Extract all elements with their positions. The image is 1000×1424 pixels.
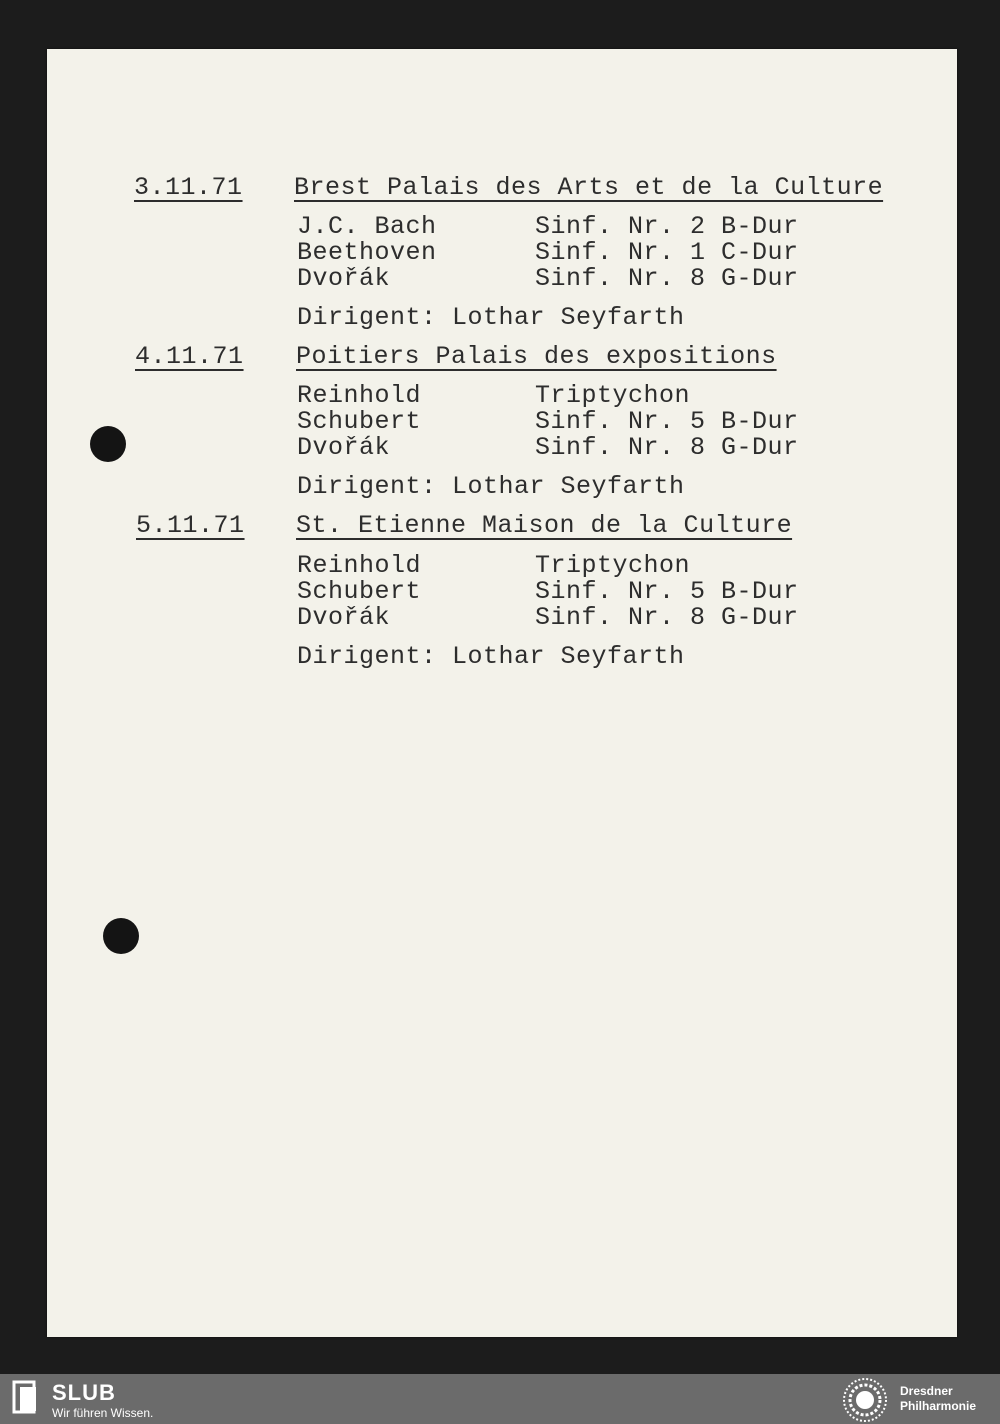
conductor-line: Dirigent: Lothar Seyfarth bbox=[297, 642, 685, 671]
punch-hole-lower bbox=[103, 918, 139, 954]
program-work: Triptychon bbox=[535, 381, 691, 410]
slub-name: SLUB bbox=[52, 1380, 116, 1405]
punch-hole-upper bbox=[90, 426, 126, 462]
program-composer: Beethoven bbox=[297, 238, 437, 267]
program-composer: Reinhold bbox=[297, 381, 422, 410]
program-composer: Dvořák bbox=[297, 264, 391, 293]
concert-date: 3.11.71 bbox=[134, 173, 243, 202]
conductor-line: Dirigent: Lothar Seyfarth bbox=[297, 472, 685, 501]
partner-name-line2: Philharmonie bbox=[900, 1399, 977, 1413]
program-work: Sinf. Nr. 5 B-Dur bbox=[535, 577, 799, 606]
concert-venue: Brest Palais des Arts et de la Culture bbox=[294, 173, 884, 202]
program-work: Sinf. Nr. 8 G-Dur bbox=[535, 433, 799, 462]
program-composer: Dvořák bbox=[297, 603, 391, 632]
program-composer: Schubert bbox=[297, 407, 422, 436]
program-composer: Reinhold bbox=[297, 551, 422, 580]
partner-name-line1: Dresdner bbox=[900, 1384, 953, 1398]
typewritten-page bbox=[47, 49, 957, 1337]
program-work: Sinf. Nr. 5 B-Dur bbox=[535, 407, 799, 436]
program-work: Sinf. Nr. 8 G-Dur bbox=[535, 264, 799, 293]
program-work: Sinf. Nr. 2 B-Dur bbox=[535, 212, 799, 241]
concert-date: 5.11.71 bbox=[136, 511, 245, 540]
footer-bar bbox=[0, 1374, 1000, 1424]
philharmonie-logo-icon[interactable] bbox=[842, 1377, 888, 1423]
conductor-line: Dirigent: Lothar Seyfarth bbox=[297, 303, 685, 332]
concert-venue: Poitiers Palais des expositions bbox=[296, 342, 777, 371]
slub-tagline: Wir führen Wissen. bbox=[52, 1406, 154, 1420]
concert-venue: St. Etienne Maison de la Culture bbox=[296, 511, 793, 540]
slub-logo-icon[interactable] bbox=[12, 1380, 40, 1414]
program-work: Triptychon bbox=[535, 551, 691, 580]
program-work: Sinf. Nr. 8 G-Dur bbox=[535, 603, 799, 632]
program-composer: Schubert bbox=[297, 577, 422, 606]
program-composer: J.C. Bach bbox=[297, 212, 437, 241]
program-composer: Dvořák bbox=[297, 433, 391, 462]
concert-date: 4.11.71 bbox=[135, 342, 244, 371]
program-work: Sinf. Nr. 1 C-Dur bbox=[535, 238, 799, 267]
